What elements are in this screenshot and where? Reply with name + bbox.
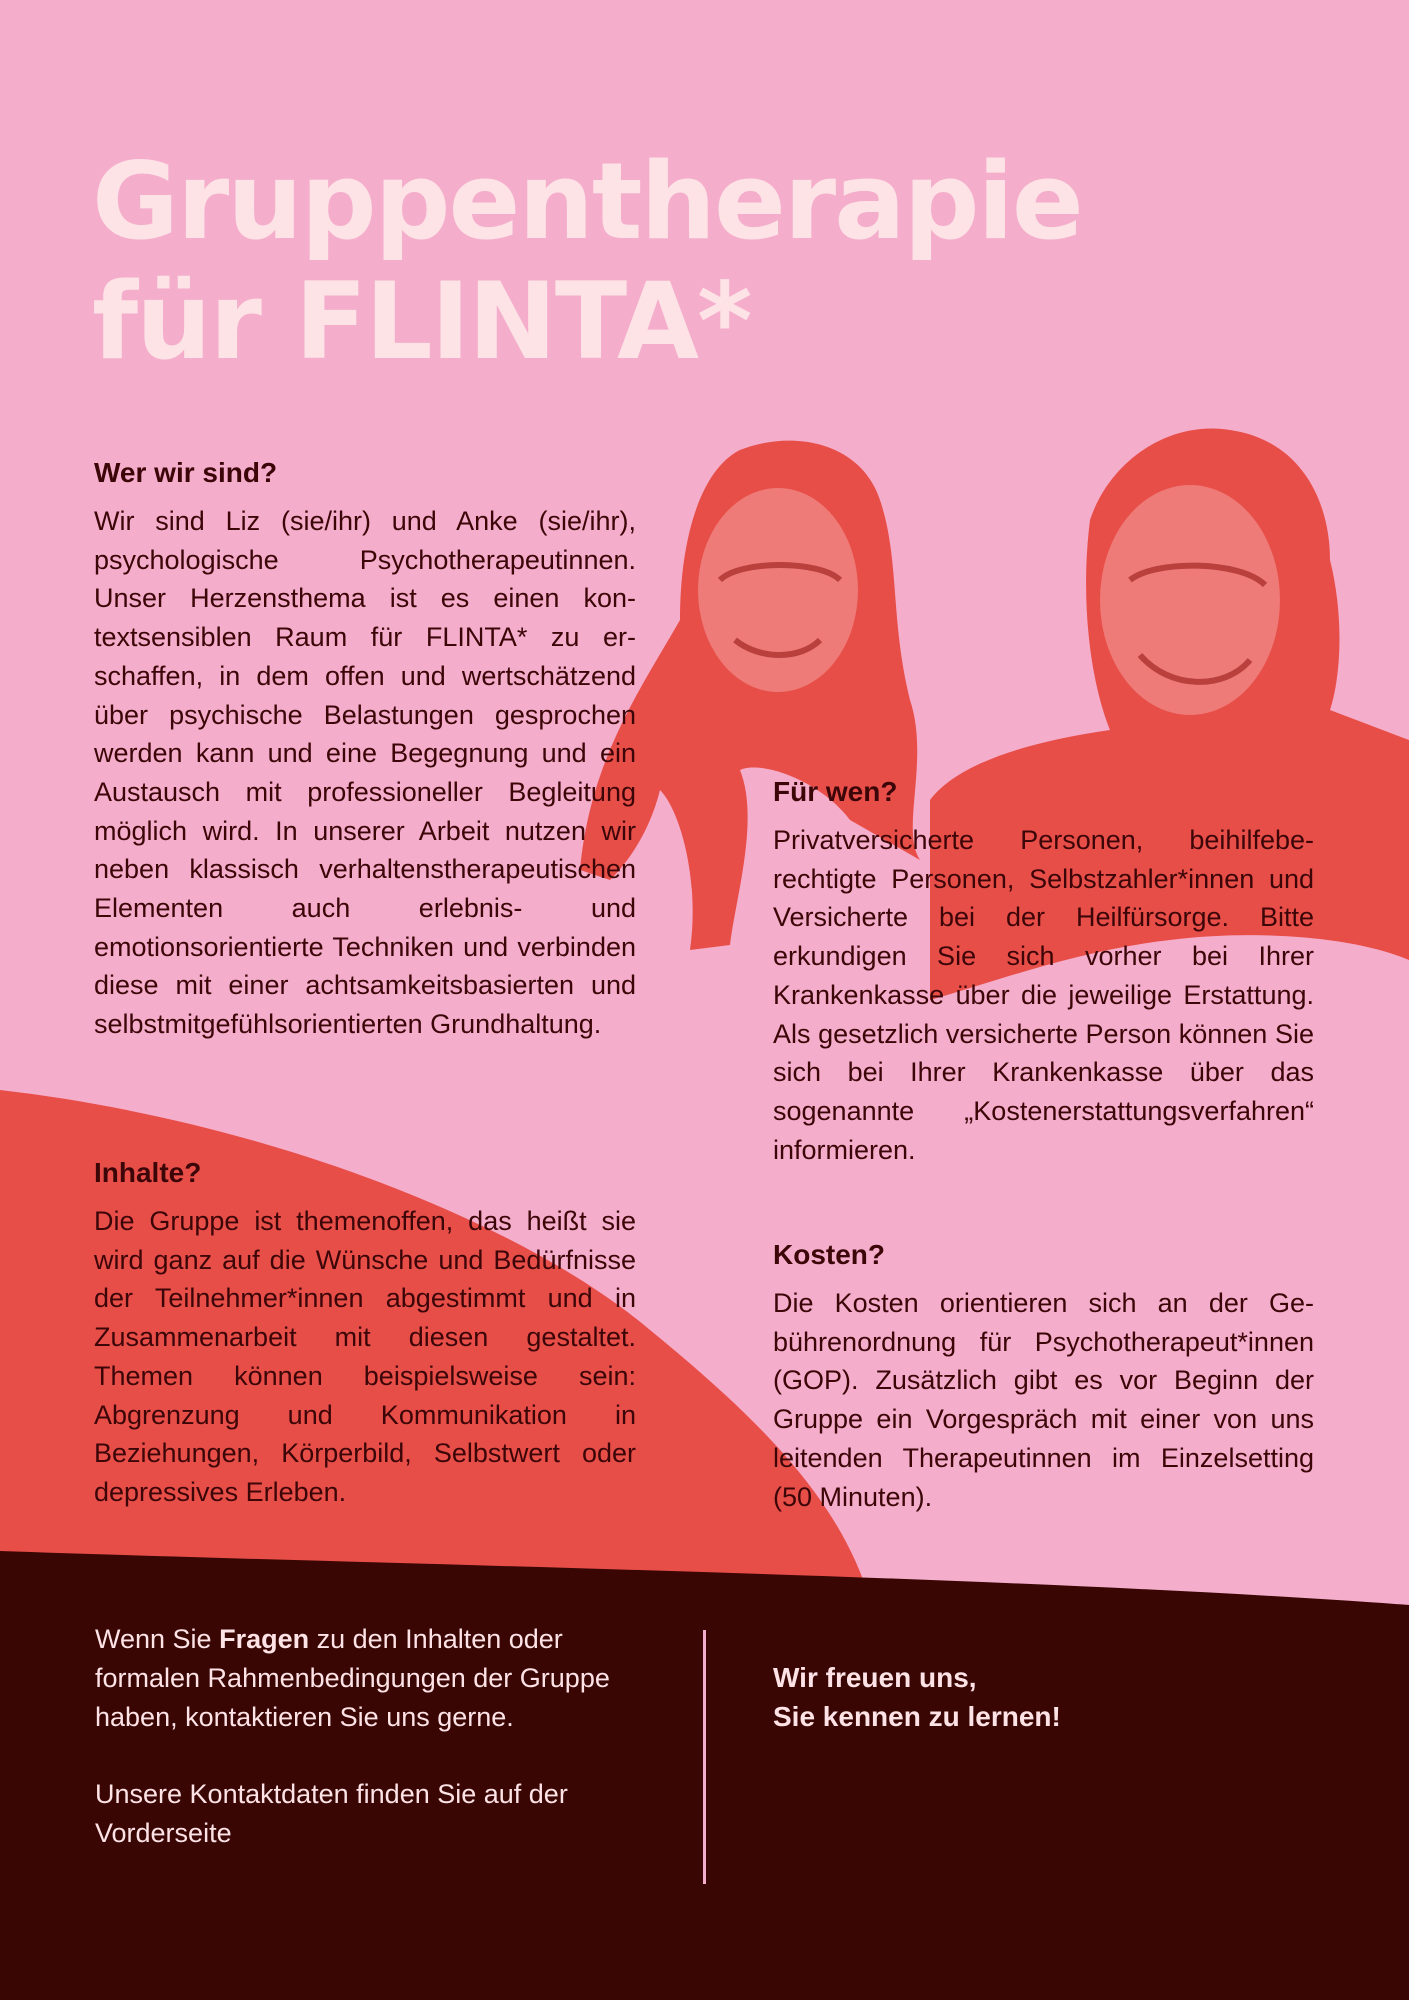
section-costs [773, 1238, 1314, 1516]
page-title [92, 142, 1082, 382]
section-text: Privatversicherte Personen, beihilfeberechtigte Personen, Selbstzahler*innen und Versicherte bei der Heilfürsorge. Bitte erkundigen Sie sich vorher bei Ihrer Krankenkasse über die jeweilige Erstattung. Als gesetzlich versicherte Person können Sie sich bei Ihrer Krankenkasse über das sogenannte „Kostenerstattungsverfahren“ informieren. [773, 825, 1314, 1165]
section-heading: Kosten? [773, 1239, 885, 1270]
questions-suffix: zu den Inhalten oder formalen Rahmenbedingungen der Gruppe haben, kontaktieren Sie uns gerne. [95, 1624, 610, 1732]
section-text: Die Gruppe ist themenoffen, das heißt sie wird ganz auf die Wünsche und Bedürfnisse der Teilnehmer*innen abgestimmt und in Zusammenarbeit mit diesen gestaltet. Themen können beispielsweise sein: Abgrenzung und Kommunikation in Beziehungen, Körperbild, Selbstwert oder depressives Erleben. [94, 1206, 636, 1507]
closing-line-2: Sie kennen zu lernen! [773, 1701, 1061, 1732]
contact-note: Unsere Kontaktdaten finden Sie auf der Vorderseite [95, 1779, 568, 1848]
footer-questions [95, 1620, 655, 1853]
section-heading: Für wen? [773, 776, 898, 807]
section-heading: Wer wir sind? [94, 457, 278, 488]
questions-prefix: Wenn Sie [95, 1624, 220, 1654]
questions-bold: Fragen [219, 1624, 310, 1654]
footer-divider [703, 1630, 706, 1884]
section-text: Wir sind Liz (sie/ihr) und Anke (sie/ihr), psychologische Psychotherapeutinnen. Unser Herzensthema ist es einen kontextsensiblen Raum für FLINTA* zu erschaffen, in dem offen und wertschätzend über psychische Belastungen gesprochen werden kann und eine Begegnung und ein Austausch mit professioneller Begleitung möglich wird. In unserer Arbeit nutzen wir neben klassisch verhaltenstherapeutischen Elementen auch erlebnis- und emotionsorientierte Techniken und verbinden diese mit einer achtsamkeitsbasierten und selbstmitgefühlsorientierten Grundhaltung. [94, 506, 636, 1040]
title-line-1: Gruppentherapie [92, 140, 1082, 263]
title-line-2: für FLINTA* [92, 260, 751, 383]
section-text: Die Kosten orientieren sich an der Gebührenordnung für Psychotherapeut*innen (GOP). Zusätzlich gibt es vor Beginn der Gruppe ein Vorgespräch mit einer von uns leitenden Therapeutinnen im Einzelsetting (50 Minuten). [773, 1288, 1314, 1512]
section-for-whom [773, 775, 1314, 1169]
closing-line-1: Wir freuen uns, [773, 1662, 977, 1693]
section-contents [94, 1156, 636, 1512]
footer-closing [773, 1658, 1061, 1736]
section-heading: Inhalte? [94, 1157, 202, 1188]
questions-text [95, 1620, 655, 1737]
section-who-we-are [94, 456, 636, 1044]
